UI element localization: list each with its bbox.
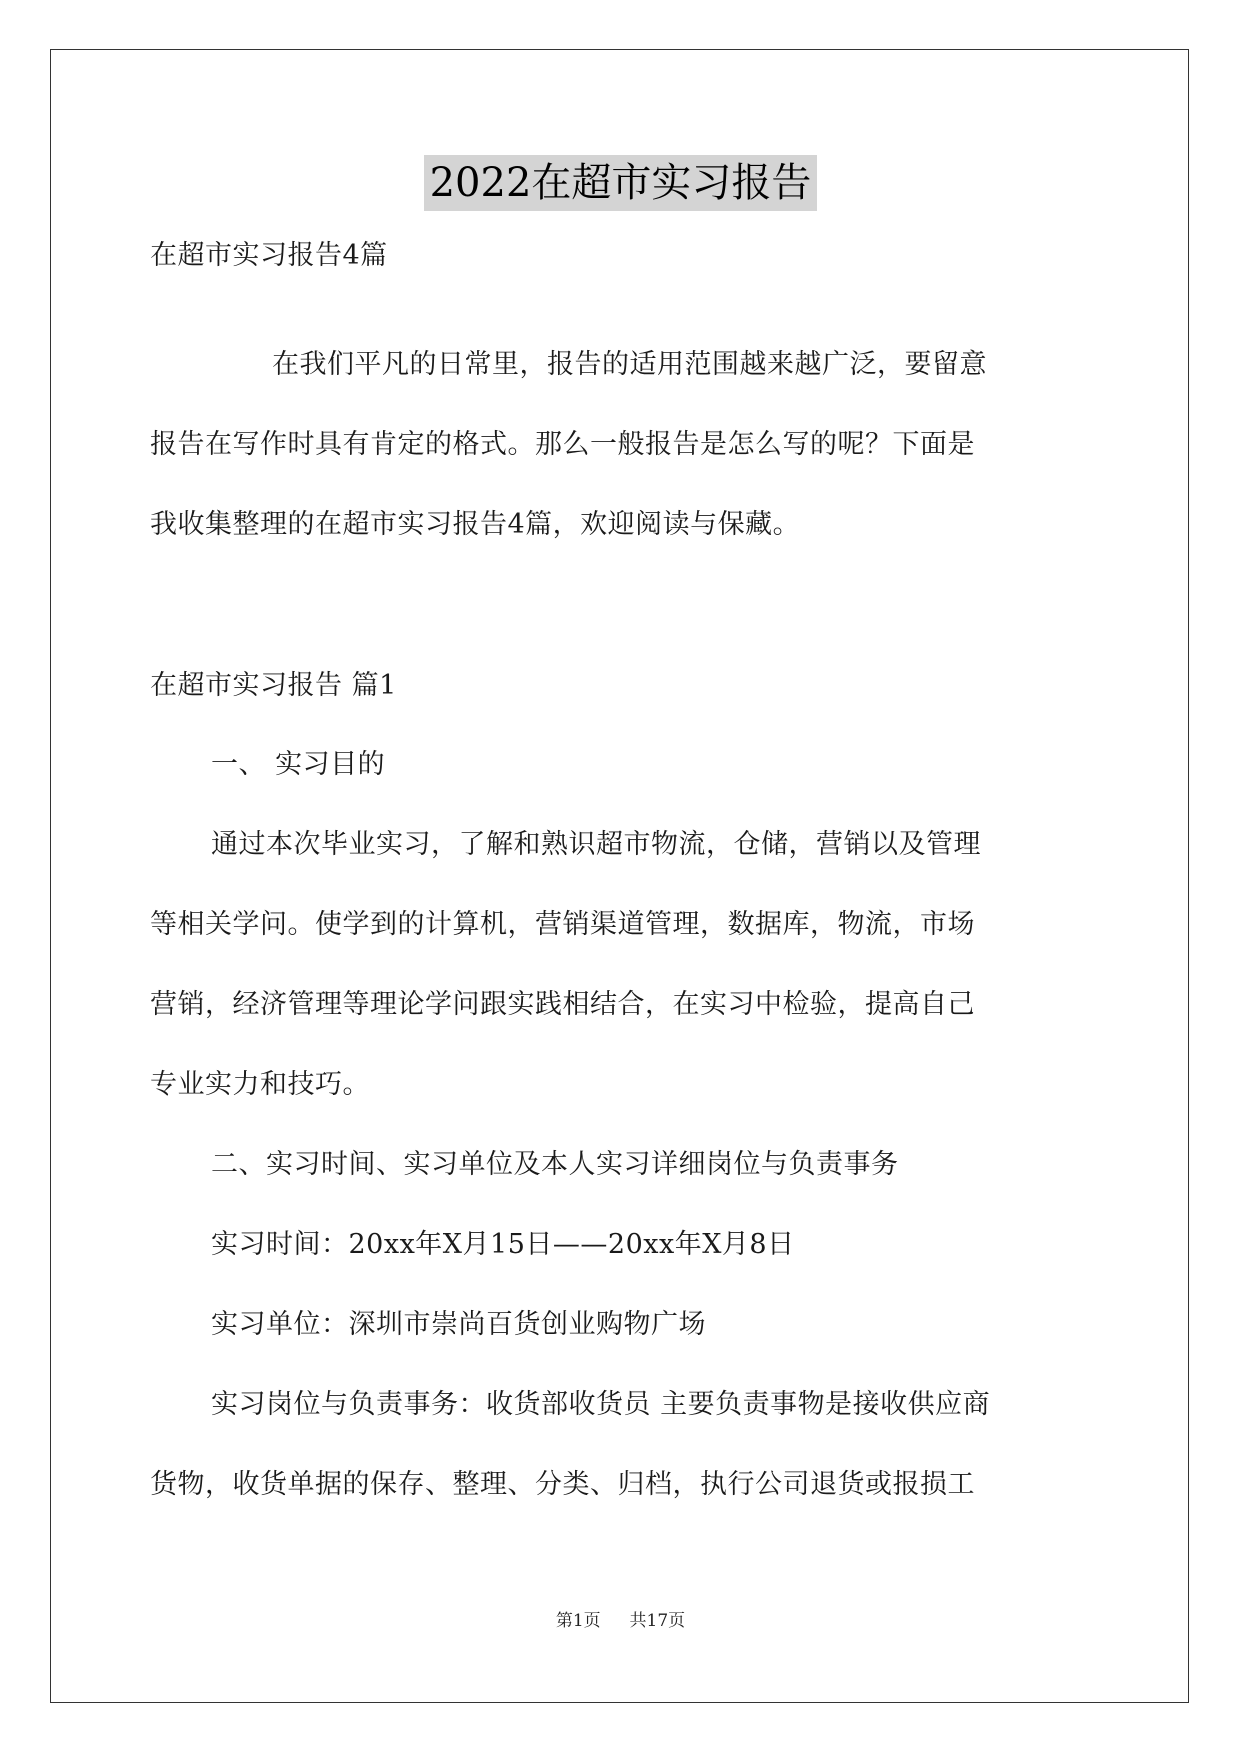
total-pages: 共17页 xyxy=(629,1611,686,1631)
heading-internship-info: 二、实习时间、实习单位及本人实习详细岗位与负责事务 xyxy=(211,1149,899,1180)
duty-line-1: 实习岗位与负责事务：收货部收货员 主要负责事物是接收供应商 xyxy=(211,1389,991,1420)
paragraph-1-line-1: 通过本次毕业实习，了解和熟识超市物流，仓储，营销以及管理 xyxy=(211,829,981,860)
page-border xyxy=(50,49,1189,1703)
duty-line-2: 货物，收货单据的保存、整理、分类、归档，执行公司退货或报损工 xyxy=(150,1469,975,1500)
intro-line-1: 在我们平凡的日常里，报告的适用范围越来越广泛，要留意 xyxy=(272,349,987,380)
heading-purpose: 一、 实习目的 xyxy=(211,749,386,780)
internship-unit: 实习单位：深圳市崇尚百货创业购物广场 xyxy=(211,1309,706,1340)
title-container xyxy=(0,155,1241,211)
paragraph-1-line-4: 专业实力和技巧。 xyxy=(150,1069,370,1100)
intro-line-2: 报告在写作时具有肯定的格式。那么一般报告是怎么写的呢？下面是 xyxy=(150,429,975,460)
page-number: 第1页 xyxy=(555,1611,601,1631)
paragraph-1-line-2: 等相关学问。使学到的计算机，营销渠道管理，数据库，物流，市场 xyxy=(150,909,975,940)
intro-line-3: 我收集整理的在超市实习报告4篇，欢迎阅读与保藏。 xyxy=(150,509,801,540)
paragraph-1-line-3: 营销，经济管理等理论学问跟实践相结合，在实习中检验，提高自己 xyxy=(150,989,975,1020)
page-footer xyxy=(0,1610,1241,1632)
document-title[interactable]: 2022在超市实习报告 xyxy=(424,155,818,211)
internship-time: 实习时间：20xx年X月15日——20xx年X月8日 xyxy=(211,1229,795,1260)
document-subtitle: 在超市实习报告4篇 xyxy=(150,240,388,271)
section-heading: 在超市实习报告 篇1 xyxy=(150,670,397,701)
